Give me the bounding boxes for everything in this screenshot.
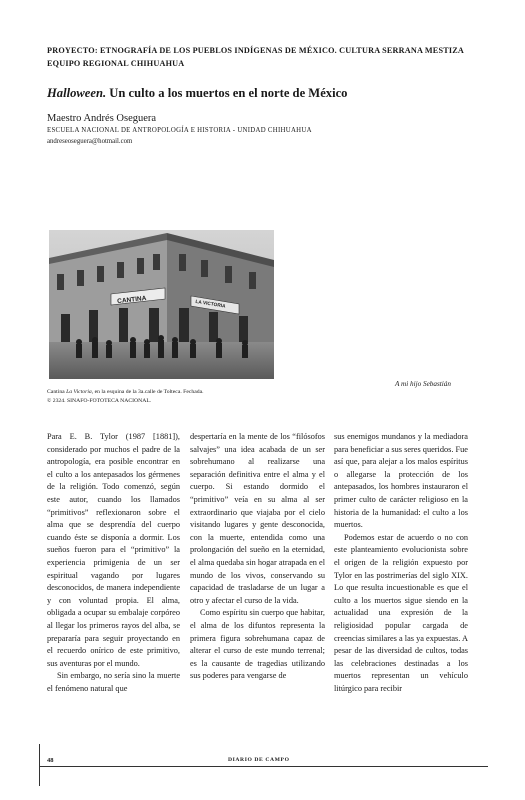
dedication: A mi hijo Sebastián: [395, 380, 451, 388]
caption-italic-name: La Victoria: [66, 389, 92, 395]
paragraph: Sin embargo, no sería sino la muerte el fenómeno natural que: [47, 671, 180, 693]
article-title-lead: Halloween.: [47, 86, 107, 100]
footer-vertical-rule: [39, 744, 40, 786]
caption-line-1: [47, 388, 282, 397]
paragraph: Podemos estar de acuerdo o no con este planteamiento evolucionista sobre el origen de la religión expuesto por Tylor en las postrimerías del siglo XIX. Lo que resulta incuestionable es que el culto a los muertos sigue siendo en la actualidad una expresión de la religiosidad popular cargada de creencias similares a las ya expuestas. A pesar de las diversidad de cultos, todas las celebraciones destinadas a los muertos representan un vehículo litúrgico para recibir: [334, 532, 468, 693]
photo-caption: [47, 388, 282, 405]
caption-text-a: Cantina: [47, 389, 67, 395]
project-line-1: PROYECTO: ETNOGRAFÍA DE LOS PUEBLOS INDÍGENAS DE MÉXICO. CULTURA SERRANA MESTIZA: [47, 46, 465, 55]
historic-photo: [49, 230, 274, 379]
page-number: 48: [47, 757, 54, 764]
author-affiliation: ESCUELA NACIONAL DE ANTROPOLOGÍA E HISTORIA - UNIDAD CHIHUAHUA: [47, 127, 312, 134]
paragraph: sus enemigos mundanos y la mediadora para beneficiar a sus seres queridos. Fue así que, para alejar a los malos espíritus o allegarse la protección de los antepasados, los hombres instauraron el primer culto de carácter religioso en la historia de la humanidad: el culto a los muertos.: [334, 432, 468, 530]
journal-name: DIARIO DE CAMPO: [228, 757, 290, 763]
body-column-3: [334, 431, 468, 695]
paragraph: Para E. B. Tylor (1987 [1881]), considerado por muchos el padre de la antropología, era posible encontrar en el culto a los antepasados los gérmenes de la religión. Todo comenzó, según este autor, cuando los llamados “primitivos” reflexionaron sobre el alma que se desprendía del cuerpo cuando éste se disponía a dormir. Los sueños fueron para el “primitivo” la experiencia primigenia de un ser espiritual vagando por lugares desconocidos, de manera independiente y con voluntad propia. El alma, obligada a ocupar su embalaje corpóreo al llegar los primeros rayos del alba, se prepararía para seguir proyectando en el recuerdo onírico de este primitivo, sus aventuras por el mundo.: [47, 432, 180, 668]
project-header: [47, 44, 487, 70]
cantina-sign-text: CANTINA: [116, 295, 147, 306]
paragraph: despertaría en la mente de los “filósofos salvajes” una idea acabada de un ser sobrehumano al realizarse una separación definitiva entre el alma y el cuerpo. Si estando dormido el “primitivo” veía en su alma al ser extraordinario que viajaba por el cielo visitando lugares y gente desconocida, con la muerte, entendida como una prolongación del sueño en la eternidad, el alma quedaba sin hogar atrapada en el mundo de los vivos, conservando su capacidad de trasladarse de un lugar a otro y afectar el curso de la vida.: [190, 432, 325, 605]
body-column-1: [47, 431, 180, 695]
article-title: [47, 86, 487, 101]
body-column-2: [190, 431, 325, 683]
footer-horizontal-rule: [39, 766, 488, 767]
corner-sign-text: LA VICTORIA: [194, 299, 226, 310]
caption-line-2: © 2324. SINAFO-FOTOTECA NACIONAL.: [47, 397, 152, 404]
project-line-2: EQUIPO REGIONAL CHIHUAHUA: [47, 59, 185, 68]
author-email: andreseoseguera@hotmail.com: [47, 138, 133, 145]
caption-text-b: , en la esquina de la 3a.calle de Tolteca. Fechada.: [91, 389, 204, 395]
author-name: Maestro Andrés Oseguera: [47, 113, 157, 124]
paragraph: Como espíritu sin cuerpo que habitar, el alma de los difuntos representa la primera figura sobrehumana capaz de alterar el curso de este mundo terrenal; es la causante de tragedias utilizando sus poderes para vengarse de: [190, 608, 325, 681]
article-title-rest: Un culto a los muertos en el norte de México: [106, 86, 348, 100]
